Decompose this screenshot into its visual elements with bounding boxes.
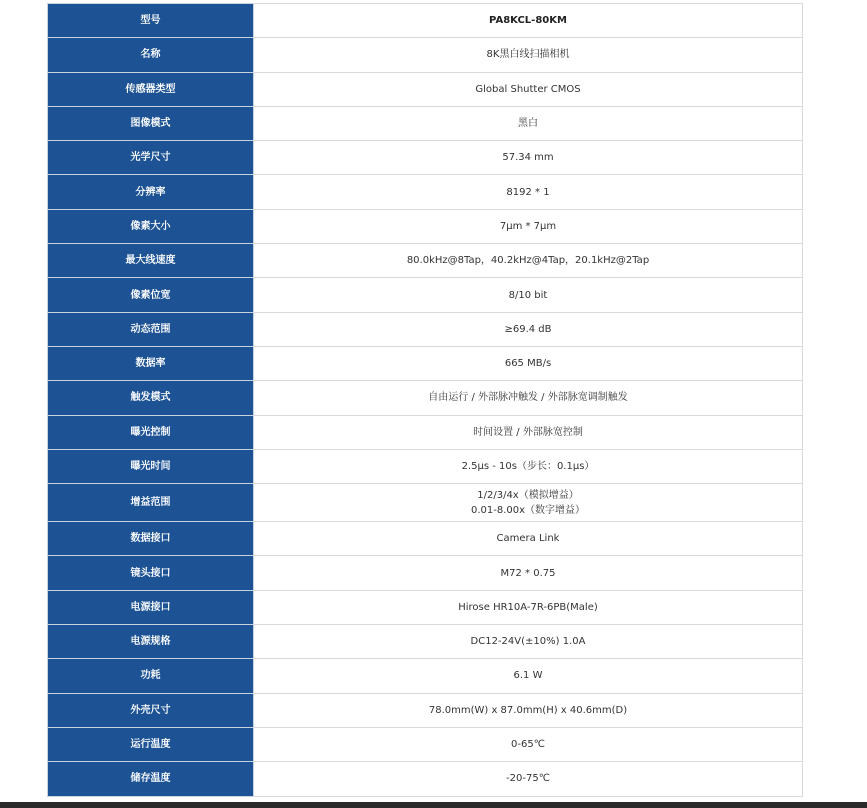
spec-value: 78.0mm(W) x 87.0mm(H) x 40.6mm(D) [254,693,803,727]
spec-row-data-rate [48,346,803,380]
spec-label: 传感器类型 [48,72,254,106]
spec-row-max-line-rate [48,244,803,278]
spec-value: 6.1 W [254,659,803,693]
spec-value: 57.34 mm [254,141,803,175]
spec-label: 功耗 [48,659,254,693]
spec-row-power-spec [48,625,803,659]
spec-value: 2.5μs - 10s（步长：0.1μs） [254,449,803,483]
spec-label: 名称 [48,38,254,72]
spec-label: 光学尺寸 [48,141,254,175]
spec-row-pixel-size [48,209,803,243]
spec-label: 运行温度 [48,727,254,761]
spec-label: 触发模式 [48,381,254,415]
spec-value: 8/10 bit [254,278,803,312]
spec-row-sensor-type [48,72,803,106]
spec-value: -20-75℃ [254,762,803,796]
spec-row-data-interface [48,522,803,556]
spec-value: 时间设置 / 外部脉宽控制 [254,415,803,449]
spec-value-line: 1/2/3/4x（模拟增益） [477,489,579,501]
spec-table [47,3,803,797]
spec-row-resolution [48,175,803,209]
spec-label: 像素位宽 [48,278,254,312]
spec-value: DC12-24V(±10%) 1.0A [254,625,803,659]
spec-label: 像素大小 [48,209,254,243]
spec-row-gain-range [48,484,803,522]
spec-value: 自由运行 / 外部脉冲触发 / 外部脉宽调制触发 [254,381,803,415]
spec-row-name [48,38,803,72]
spec-row-dynamic-range [48,312,803,346]
spec-label: 外壳尺寸 [48,693,254,727]
spec-value: Global Shutter CMOS [254,72,803,106]
spec-value: Camera Link [254,522,803,556]
spec-label: 数据接口 [48,522,254,556]
bottom-bar [0,802,867,808]
spec-value: 8K黑白线扫描相机 [254,38,803,72]
spec-row-image-mode [48,106,803,140]
spec-value-line: 0.01-8.00x（数字增益） [470,504,586,516]
spec-value: Hirose HR10A-7R-6PB(Male) [254,590,803,624]
spec-row-lens-mount [48,556,803,590]
spec-label: 动态范围 [48,312,254,346]
spec-label: 电源接口 [48,590,254,624]
spec-row-pixel-bit-depth [48,278,803,312]
spec-row-housing-size [48,693,803,727]
spec-value: ≥69.4 dB [254,312,803,346]
spec-value: PA8KCL-80KM [254,4,803,38]
spec-row-optical-size [48,141,803,175]
spec-value: 665 MB/s [254,346,803,380]
spec-row-model [48,4,803,38]
spec-value: 80.0kHz@8Tap，40.2kHz@4Tap，20.1kHz@2Tap [254,244,803,278]
spec-row-storage-temp [48,762,803,796]
spec-value: 黑白 [254,106,803,140]
spec-label: 图像模式 [48,106,254,140]
spec-label: 最大线速度 [48,244,254,278]
spec-value: 0-65℃ [254,727,803,761]
spec-row-exposure-time [48,449,803,483]
spec-value: 8192 * 1 [254,175,803,209]
spec-row-operating-temp [48,727,803,761]
spec-label: 储存温度 [48,762,254,796]
spec-label: 增益范围 [48,484,254,522]
spec-row-power-consumption [48,659,803,693]
spec-row-power-connector [48,590,803,624]
spec-value-multiline [254,484,803,522]
spec-value: 7μm * 7μm [254,209,803,243]
spec-label: 曝光时间 [48,449,254,483]
spec-value: M72 * 0.75 [254,556,803,590]
spec-label: 曝光控制 [48,415,254,449]
spec-row-trigger-mode [48,381,803,415]
spec-label: 型号 [48,4,254,38]
spec-row-exposure-control [48,415,803,449]
spec-label: 电源规格 [48,625,254,659]
spec-label: 镜头接口 [48,556,254,590]
spec-label: 分辨率 [48,175,254,209]
spec-label: 数据率 [48,346,254,380]
